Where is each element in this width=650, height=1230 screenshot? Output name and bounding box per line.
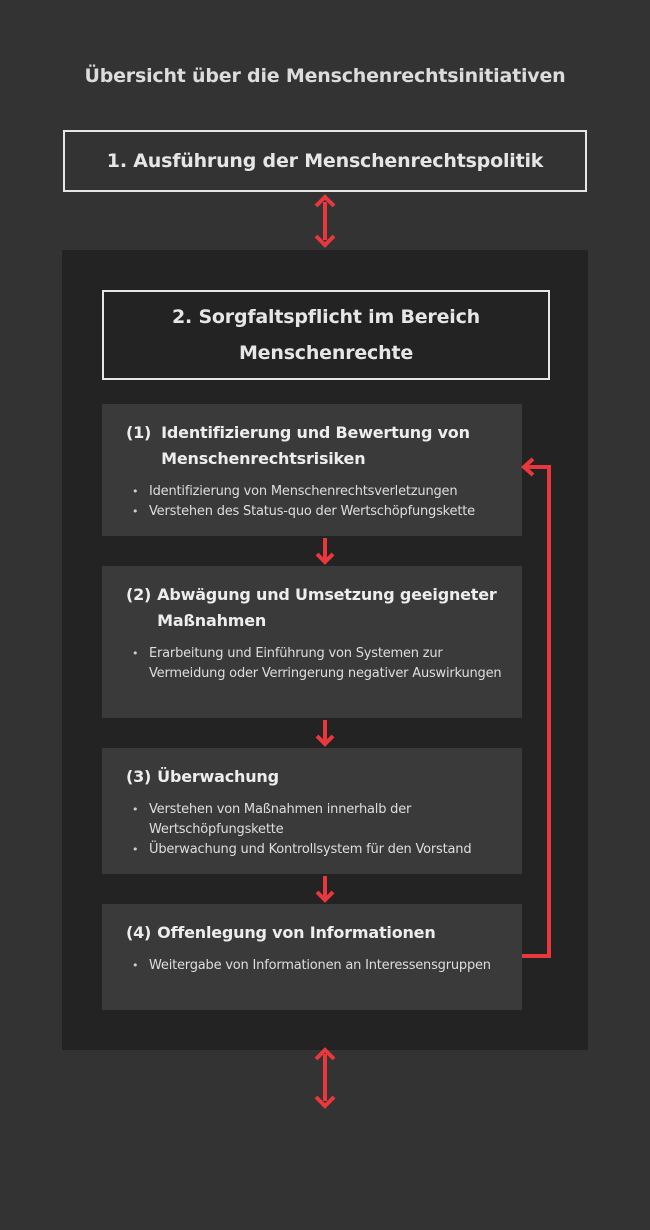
step-2-label <box>172 299 480 371</box>
card-1-title: Identifizierung und Bewertung von Menschenrechtsrisiken <box>161 423 470 468</box>
card-4-bullet-1: • Weitergabe von Informationen an Interessensgruppen <box>132 956 502 976</box>
step-2-box <box>102 290 550 380</box>
card-1-bullet-2: • Verstehen des Status-quo der Wertschöpfungskette <box>132 502 502 522</box>
card-1-heading <box>126 420 502 472</box>
double-arrow-icon-top <box>316 197 334 245</box>
card-3-bullet-1: • Verstehen von Maßnahmen innerhalb der Wertschöpfungskette <box>132 800 502 840</box>
step-1-box <box>63 130 587 192</box>
card-4-bullets <box>126 956 502 976</box>
card-2-heading <box>126 582 502 634</box>
card-3-title: Überwachung <box>157 767 279 786</box>
process-card-2 <box>102 566 522 718</box>
card-2-number: (2) <box>126 585 152 604</box>
card-1-bullet-1: • Identifizierung von Menschenrechtsverletzungen <box>132 482 502 502</box>
card-2-bullet-1: • Erarbeitung und Einführung von Systemen zur Vermeidung oder Verringerung negativer Auswirkungen <box>132 644 502 684</box>
card-4-title: Offenlegung von Informationen <box>157 923 436 942</box>
card-1-number: (1) <box>126 423 152 442</box>
card-3-number: (3) <box>126 767 152 786</box>
step-2-label-line-2: Menschenrechte <box>238 342 414 364</box>
card-3-heading <box>126 764 502 790</box>
process-card-4 <box>102 904 522 1010</box>
process-card-3 <box>102 748 522 874</box>
diagram-title: Übersicht über die Menschenrechtsinitiativen <box>84 65 566 87</box>
card-2-title: Abwägung und Umsetzung geeigneter Maßnahmen <box>157 585 497 630</box>
card-4-number: (4) <box>126 923 152 942</box>
process-card-1 <box>102 404 522 536</box>
card-1-bullets <box>126 482 502 522</box>
card-2-bullets <box>126 644 502 684</box>
step-1-label: 1. Ausführung der Menschenrechtspolitik <box>106 150 544 172</box>
card-3-bullet-2: • Überwachung und Kontrollsystem für den Vorstand <box>132 840 502 860</box>
double-arrow-icon-bottom <box>316 1050 334 1106</box>
step-2-label-line-1: 2. Sorgfaltspflicht im Bereich <box>172 306 480 328</box>
card-4-heading <box>126 920 502 946</box>
card-3-bullets <box>126 800 502 860</box>
